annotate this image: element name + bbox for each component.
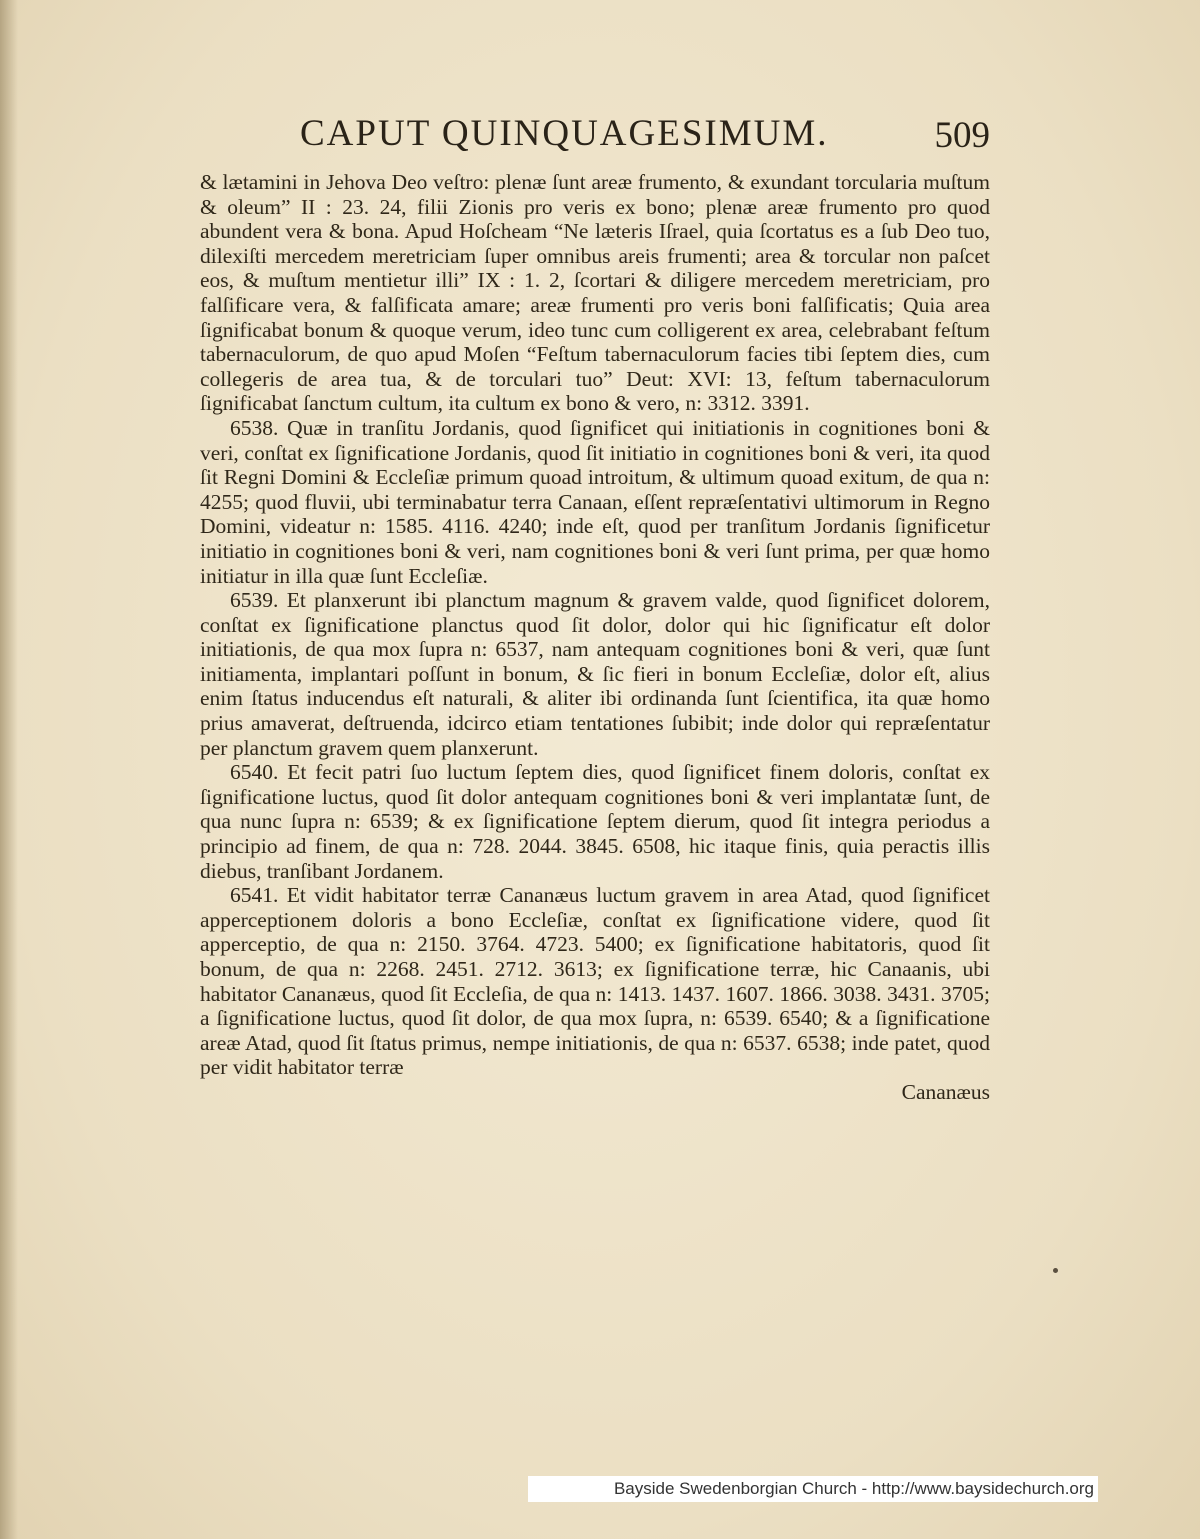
page-number: 509 xyxy=(934,115,990,156)
catchword: Cananæus xyxy=(901,1079,990,1104)
paragraph-6539: 6539. Et planxerunt ibi planctum magnum & gravem valde, quod ſignificet dolorem, conſtat ex ſignificatione planctus quod ſit dolor, dolor qui hic ſignificatur eſt dolor initiationis, de qua mox ſupra n: 6537, nam antequam cognitiones boni & veri, quæ ſunt initiamenta, implantari poſſunt in bonum, & ſic fieri in bonum Eccleſiæ, dolor eſt, alius enim ſtatus inducendus eſt naturali, & aliter ibi ordinanda ſunt ſcientifica, ita quæ homo prius amaverat, deſtruenda, idcirco etiam tentationes ſubibit; inde dolor qui repræſentatur per planctum gravem quem planxerunt. xyxy=(200,588,990,760)
body-text xyxy=(200,170,990,1105)
paragraph-6541: 6541. Et vidit habitator terræ Cananæus luctum gravem in area Atad, quod ſignificet apperceptionem doloris a bono Eccleſiæ, conſtat ex ſignificatione videre, quod ſit apperceptio, de qua n: 2150. 3764. 4723. 5400; ex ſignificatione habitatoris, quod ſit bonum, de qua n: 2268. 2451. 2712. 3613; ex ſignificatione terræ, hic Canaanis, ubi habitator Cananæus, quod ſit Eccleſia, de qua n: 1413. 1437. 1607. 1866. 3038. 3431. 3705; a ſignificatione luctus, quod ſit dolor, de qua mox ſupra, n: 6539. 6540; & a ſignificatione areæ Atad, quod ſit ſtatus primus, nempe initiationis, de qua n: 6537. 6538; inde patet, quod per vidit habitator terræ xyxy=(200,883,990,1080)
page-header xyxy=(300,112,1000,172)
paragraph-6540: 6540. Et fecit patri ſuo luctum ſeptem dies, quod ſignificet finem doloris, conſtat ex ſignificatione luctus, quod ſit dolor antequam cognitiones boni & veri implantatæ ſunt, de qua nunc ſupra n: 6539; & ex ſignificatione ſeptem dierum, quod ſit integra periodus a principio ad finem, de qua n: 728. 2044. 3845. 6508, hic itaque finis, quia peractis illis diebus, tranſibant Jordanem. xyxy=(200,760,990,883)
running-title: CAPUT QUINQUAGESIMUM. xyxy=(300,113,829,154)
watermark-credit: Bayside Swedenborgian Church - http://www.baysidechurch.org xyxy=(528,1476,1098,1502)
page-gutter-shadow xyxy=(0,0,18,1539)
paragraph-continuation: & lætamini in Jehova Deo veſtro: plenæ ſunt areæ frumento, & exundant torcularia muſtum & oleum” II : 23. 24, filii Zionis pro veris ex bono; plenæ areæ frumento pro quod abundent vera & bona. Apud Hoſcheam “Ne læteris Iſrael, quia ſcortatus es a ſub Deo tuo, dilexiſti mercedem meretriciam ſuper omnibus areis frumenti; area & torcular non paſcet eos, & muſtum mentietur illi” IX : 1. 2, ſcortari & diligere mercedem meretriciam, pro falſificare vera, & falſificata amare; areæ frumenti pro veris boni falſificatis; Quia area ſignificabat bonum & quoque verum, ideo tunc cum colligerent ex area, celebrabant feſtum tabernaculorum, de quo apud Moſen “Feſtum tabernaculorum facies tibi ſeptem dies, cum collegeris de area tua, & de torculari tuo” Deut: XVI: 13, feſtum tabernaculorum ſignificabat ſanctum cultum, ita cultum ex bono & vero, n: 3312. 3391. xyxy=(200,170,990,416)
paragraph-6538: 6538. Quæ in tranſitu Jordanis, quod ſignificet qui initiationis in cognitiones boni & veri, conſtat ex ſignificatione Jordanis, quod ſit initiatio in cognitiones boni & veri, ita quod ſit Regni Domini & Eccleſiæ primum quoad introitum, & ultimum quoad exitum, de qua n: 4255; quod fluvii, ubi terminabatur terra Canaan, eſſent repræſentativi ultimorum in Regno Domini, videatur n: 1585. 4116. 4240; inde eſt, quod per tranſitum Jordanis ſignificetur initiatio in cognitiones boni & veri, nam cognitiones boni & veri ſunt prima, per quæ homo initiatur in illa quæ ſunt Eccleſiæ. xyxy=(200,415,990,588)
paper-speck xyxy=(1053,1268,1058,1273)
